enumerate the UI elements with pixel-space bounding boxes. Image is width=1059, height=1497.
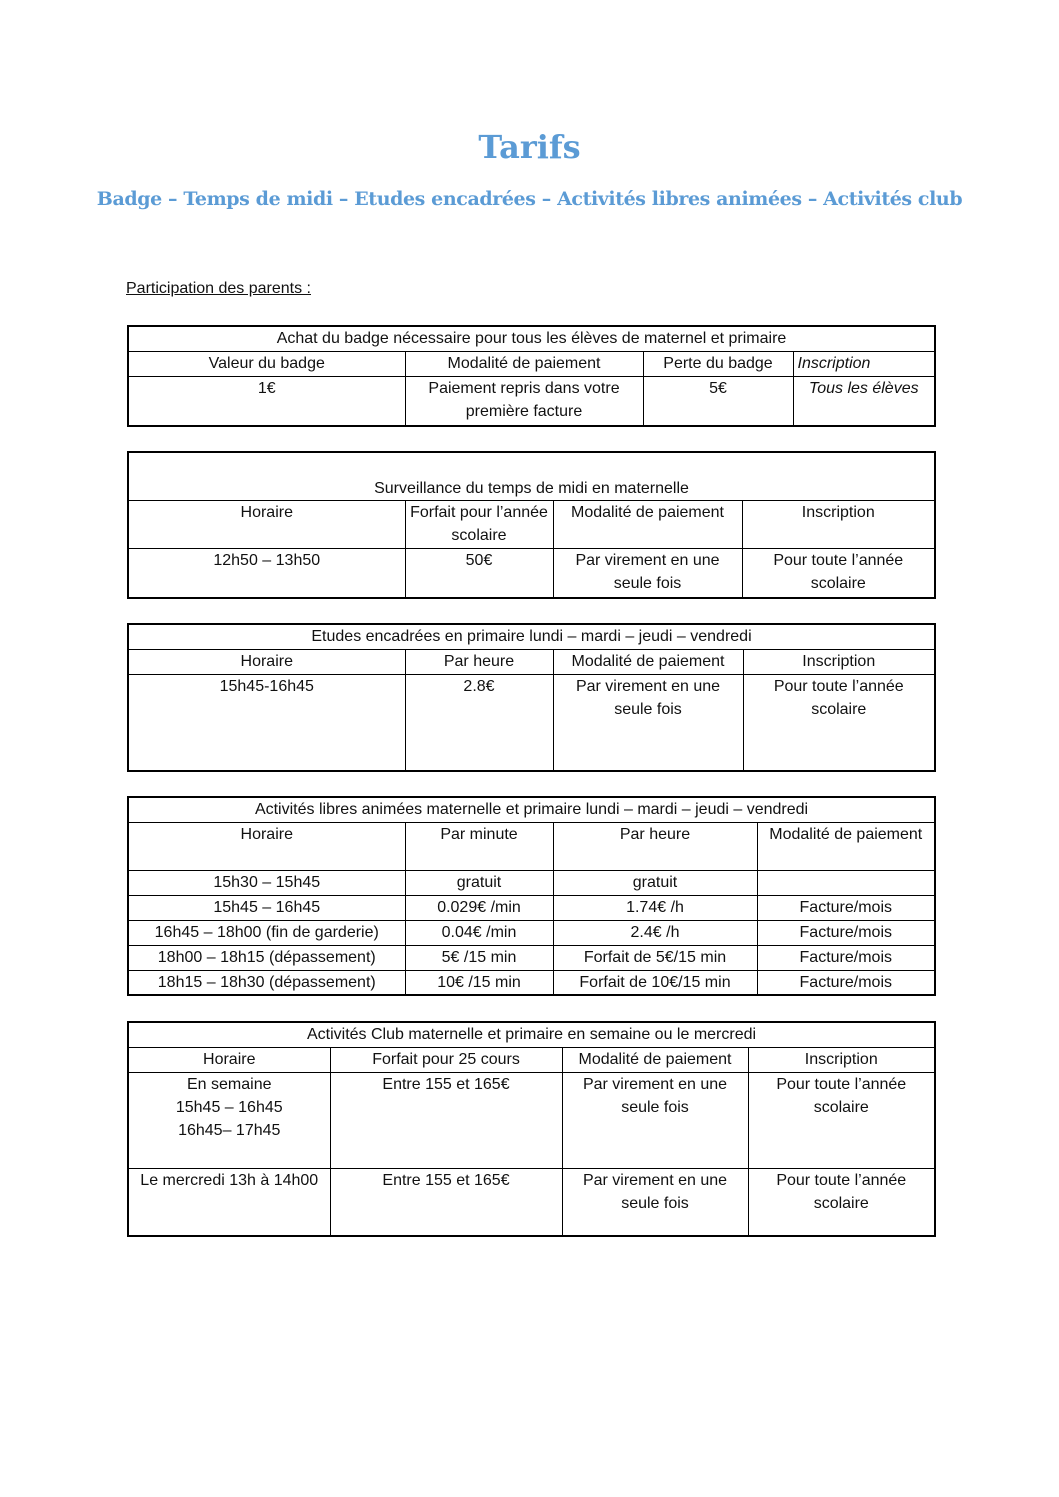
etudes-table — [127, 623, 936, 772]
table-cell: 5€ /15 min — [405, 945, 553, 970]
table-header: Valeur du badge — [128, 351, 405, 376]
table-header: Modalité de paiement — [562, 1047, 748, 1072]
table-header: Horaire — [128, 822, 405, 870]
club-horaire-line: 15h45 – 16h45 — [175, 1098, 283, 1116]
page-title: Tarifs — [478, 128, 581, 166]
table-header: Inscription — [793, 351, 935, 376]
table-row — [128, 1072, 935, 1168]
table-cell: Pour toute l’année scolaire — [743, 674, 935, 771]
intro-label: Participation des parents : — [126, 280, 311, 297]
table-cell: 18h00 – 18h15 (dépassement) — [128, 945, 405, 970]
table-cell: Le mercredi 13h à 14h00 — [128, 1168, 330, 1236]
table-cell: Pour toute l’année scolaire — [742, 548, 935, 598]
table-row — [128, 870, 935, 895]
table-cell: Forfait de 5€/15 min — [553, 945, 757, 970]
table-cell: Pour toute l’année scolaire — [748, 1072, 935, 1168]
table-cell: gratuit — [553, 870, 757, 895]
etudes-table-title: Etudes encadrées en primaire lundi – mardi – jeudi – vendredi — [128, 624, 935, 649]
libres-table — [127, 796, 936, 996]
table-cell: Entre 155 et 165€ — [330, 1072, 562, 1168]
table-cell — [757, 870, 935, 895]
table-cell — [128, 1072, 330, 1168]
table-cell: 2.4€ /h — [553, 920, 757, 945]
table-row — [128, 1168, 935, 1236]
table-cell: 18h15 – 18h30 (dépassement) — [128, 970, 405, 995]
table-cell: Par virement en une seule fois — [553, 674, 743, 771]
table-cell: Facture/mois — [757, 970, 935, 995]
table-header: Inscription — [748, 1047, 935, 1072]
table-cell: 1.74€ /h — [553, 895, 757, 920]
table-header: Forfait pour l’année scolaire — [405, 500, 553, 548]
table-header: Modalité de paiement — [757, 822, 935, 870]
table-cell: 10€ /15 min — [405, 970, 553, 995]
table-cell: Entre 155 et 165€ — [330, 1168, 562, 1236]
table-cell: 12h50 – 13h50 — [128, 548, 405, 598]
table-header: Horaire — [128, 500, 405, 548]
table-cell: Par virement en une seule fois — [562, 1072, 748, 1168]
page-subtitle: Badge – Temps de midi – Etudes encadrées – Activités libres animées – Activités club — [96, 188, 963, 210]
table-cell: Par virement en une seule fois — [562, 1168, 748, 1236]
table-row — [128, 895, 935, 920]
table-cell: Facture/mois — [757, 920, 935, 945]
table-cell: Forfait de 10€/15 min — [553, 970, 757, 995]
table-cell: Tous les élèves — [793, 376, 935, 426]
table-header: Par heure — [405, 649, 553, 674]
club-table-title: Activités Club maternelle et primaire en semaine ou le mercredi — [128, 1022, 935, 1047]
table-cell: gratuit — [405, 870, 553, 895]
libres-table-title: Activités libres animées maternelle et primaire lundi – mardi – jeudi – vendredi — [128, 797, 935, 822]
club-table — [127, 1021, 936, 1237]
table-cell: Facture/mois — [757, 895, 935, 920]
badge-table-title: Achat du badge nécessaire pour tous les élèves de maternel et primaire — [128, 326, 935, 351]
table-cell: 15h45-16h45 — [128, 674, 405, 771]
table-header: Modalité de paiement — [405, 351, 643, 376]
table-cell: Pour toute l’année scolaire — [748, 1168, 935, 1236]
table-header: Perte du badge — [643, 351, 793, 376]
table-header: Forfait pour 25 cours — [330, 1047, 562, 1072]
midi-table-title: Surveillance du temps de midi en maternelle — [128, 452, 935, 500]
table-cell: 0.04€ /min — [405, 920, 553, 945]
table-row — [128, 920, 935, 945]
table-header: Modalité de paiement — [553, 649, 743, 674]
midi-table — [127, 451, 936, 599]
table-cell: 0.029€ /min — [405, 895, 553, 920]
table-cell: 15h45 – 16h45 — [128, 895, 405, 920]
badge-table — [127, 325, 936, 427]
club-horaire-line: En semaine — [187, 1075, 272, 1093]
table-cell: Facture/mois — [757, 945, 935, 970]
table-cell: 5€ — [643, 376, 793, 426]
table-row — [128, 945, 935, 970]
table-header: Par heure — [553, 822, 757, 870]
table-header: Horaire — [128, 1047, 330, 1072]
table-header: Horaire — [128, 649, 405, 674]
table-cell: 1€ — [128, 376, 405, 426]
table-cell: 2.8€ — [405, 674, 553, 771]
table-header: Modalité de paiement — [553, 500, 742, 548]
club-horaire-line: 16h45– 17h45 — [178, 1121, 281, 1139]
table-header: Inscription — [742, 500, 935, 548]
table-header: Inscription — [743, 649, 935, 674]
table-header: Par minute — [405, 822, 553, 870]
table-cell: 15h30 – 15h45 — [128, 870, 405, 895]
table-cell: 16h45 – 18h00 (fin de garderie) — [128, 920, 405, 945]
table-cell: Par virement en une seule fois — [553, 548, 742, 598]
table-row — [128, 970, 935, 995]
table-cell: Paiement repris dans votre première facture — [405, 376, 643, 426]
table-cell: 50€ — [405, 548, 553, 598]
